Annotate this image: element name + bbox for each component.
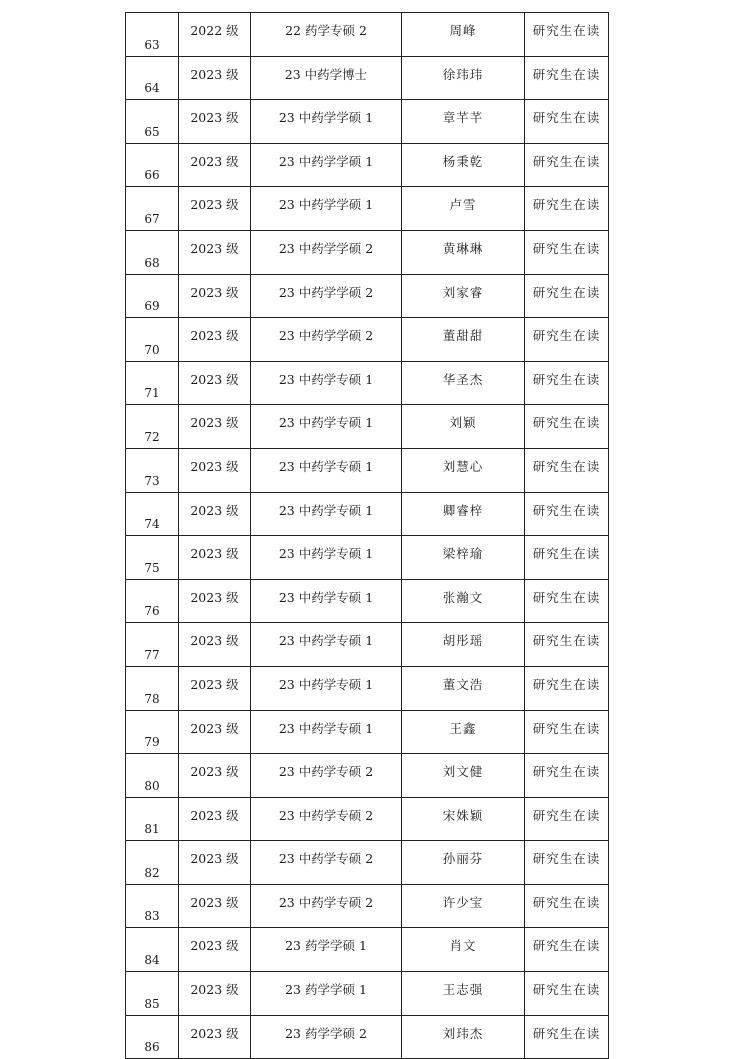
class-cell: 23 药学学硕 1	[251, 972, 402, 1016]
student-name-cell: 周峰	[402, 13, 525, 57]
table-row	[126, 230, 609, 274]
grade-cell: 2023 级	[179, 536, 251, 580]
class-cell: 23 中药学专硕 2	[251, 797, 402, 841]
grade-cell: 2023 级	[179, 187, 251, 231]
status-cell: 研究生在读	[525, 884, 609, 928]
student-name-cell: 华圣杰	[402, 361, 525, 405]
student-name-cell: 孙丽芬	[402, 841, 525, 885]
grade-cell: 2023 级	[179, 928, 251, 972]
class-cell: 23 中药学学硕 1	[251, 143, 402, 187]
student-name-cell: 董甜甜	[402, 318, 525, 362]
status-cell: 研究生在读	[525, 13, 609, 57]
status-cell: 研究生在读	[525, 318, 609, 362]
table-row	[126, 623, 609, 667]
table-row	[126, 1015, 609, 1059]
class-cell: 23 中药学学硕 2	[251, 230, 402, 274]
table-row	[126, 666, 609, 710]
student-name-cell: 肖文	[402, 928, 525, 972]
grade-cell: 2023 级	[179, 405, 251, 449]
row-number-cell: 65	[126, 100, 179, 144]
row-number-cell: 72	[126, 405, 179, 449]
grade-cell: 2023 级	[179, 318, 251, 362]
status-cell: 研究生在读	[525, 187, 609, 231]
row-number-cell: 78	[126, 666, 179, 710]
status-cell: 研究生在读	[525, 666, 609, 710]
class-cell: 23 中药学专硕 1	[251, 579, 402, 623]
row-number-cell: 86	[126, 1015, 179, 1059]
row-number-cell: 75	[126, 536, 179, 580]
class-cell: 23 中药学专硕 1	[251, 536, 402, 580]
grade-cell: 2022 级	[179, 13, 251, 57]
student-name-cell: 王鑫	[402, 710, 525, 754]
grade-cell: 2023 级	[179, 972, 251, 1016]
class-cell: 23 中药学专硕 2	[251, 841, 402, 885]
status-cell: 研究生在读	[525, 361, 609, 405]
student-name-cell: 刘颖	[402, 405, 525, 449]
row-number-cell: 69	[126, 274, 179, 318]
table-row	[126, 361, 609, 405]
class-cell: 23 中药学专硕 1	[251, 623, 402, 667]
status-cell: 研究生在读	[525, 536, 609, 580]
student-name-cell: 董文浩	[402, 666, 525, 710]
grade-cell: 2023 级	[179, 884, 251, 928]
table-row	[126, 928, 609, 972]
row-number-cell: 76	[126, 579, 179, 623]
row-number-cell: 84	[126, 928, 179, 972]
class-cell: 23 中药学专硕 1	[251, 710, 402, 754]
row-number-cell: 85	[126, 972, 179, 1016]
table-row	[126, 56, 609, 100]
grade-cell: 2023 级	[179, 579, 251, 623]
table-row	[126, 13, 609, 57]
table-row	[126, 100, 609, 144]
row-number-cell: 77	[126, 623, 179, 667]
grade-cell: 2023 级	[179, 1015, 251, 1059]
table-row	[126, 187, 609, 231]
table-row	[126, 274, 609, 318]
grade-cell: 2023 级	[179, 100, 251, 144]
row-number-cell: 83	[126, 884, 179, 928]
status-cell: 研究生在读	[525, 841, 609, 885]
grade-cell: 2023 级	[179, 710, 251, 754]
class-cell: 23 中药学学硕 1	[251, 187, 402, 231]
status-cell: 研究生在读	[525, 710, 609, 754]
status-cell: 研究生在读	[525, 274, 609, 318]
table-row	[126, 143, 609, 187]
row-number-cell: 73	[126, 448, 179, 492]
student-name-cell: 许少宝	[402, 884, 525, 928]
student-name-cell: 梁梓瑜	[402, 536, 525, 580]
table-row	[126, 579, 609, 623]
row-number-cell: 71	[126, 361, 179, 405]
class-cell: 23 药学学硕 1	[251, 928, 402, 972]
class-cell: 23 中药学专硕 1	[251, 361, 402, 405]
student-name-cell: 徐玮玮	[402, 56, 525, 100]
status-cell: 研究生在读	[525, 230, 609, 274]
table-body	[126, 13, 609, 1059]
student-name-cell: 宋姝颖	[402, 797, 525, 841]
status-cell: 研究生在读	[525, 1015, 609, 1059]
class-cell: 23 中药学学硕 2	[251, 274, 402, 318]
status-cell: 研究生在读	[525, 579, 609, 623]
status-cell: 研究生在读	[525, 623, 609, 667]
class-cell: 22 药学专硕 2	[251, 13, 402, 57]
student-name-cell: 卢雪	[402, 187, 525, 231]
student-table	[125, 12, 609, 1059]
row-number-cell: 82	[126, 841, 179, 885]
grade-cell: 2023 级	[179, 623, 251, 667]
student-name-cell: 刘家睿	[402, 274, 525, 318]
grade-cell: 2023 级	[179, 492, 251, 536]
status-cell: 研究生在读	[525, 492, 609, 536]
row-number-cell: 66	[126, 143, 179, 187]
table-row	[126, 754, 609, 798]
grade-cell: 2023 级	[179, 448, 251, 492]
class-cell: 23 中药学博士	[251, 56, 402, 100]
row-number-cell: 63	[126, 13, 179, 57]
status-cell: 研究生在读	[525, 928, 609, 972]
grade-cell: 2023 级	[179, 274, 251, 318]
status-cell: 研究生在读	[525, 143, 609, 187]
row-number-cell: 80	[126, 754, 179, 798]
row-number-cell: 64	[126, 56, 179, 100]
grade-cell: 2023 级	[179, 754, 251, 798]
class-cell: 23 中药学专硕 1	[251, 492, 402, 536]
row-number-cell: 67	[126, 187, 179, 231]
table-row	[126, 841, 609, 885]
student-name-cell: 胡彤瑶	[402, 623, 525, 667]
status-cell: 研究生在读	[525, 100, 609, 144]
grade-cell: 2023 级	[179, 797, 251, 841]
table-row	[126, 797, 609, 841]
table-row	[126, 492, 609, 536]
status-cell: 研究生在读	[525, 754, 609, 798]
table-row	[126, 318, 609, 362]
grade-cell: 2023 级	[179, 666, 251, 710]
class-cell: 23 中药学专硕 2	[251, 884, 402, 928]
table-row	[126, 448, 609, 492]
class-cell: 23 药学学硕 2	[251, 1015, 402, 1059]
row-number-cell: 74	[126, 492, 179, 536]
student-name-cell: 刘玮杰	[402, 1015, 525, 1059]
class-cell: 23 中药学学硕 2	[251, 318, 402, 362]
table-row	[126, 710, 609, 754]
table-row	[126, 972, 609, 1016]
grade-cell: 2023 级	[179, 361, 251, 405]
row-number-cell: 70	[126, 318, 179, 362]
class-cell: 23 中药学专硕 1	[251, 448, 402, 492]
grade-cell: 2023 级	[179, 841, 251, 885]
table-row	[126, 884, 609, 928]
table-row	[126, 405, 609, 449]
status-cell: 研究生在读	[525, 797, 609, 841]
student-name-cell: 杨秉乾	[402, 143, 525, 187]
student-name-cell: 黄琳琳	[402, 230, 525, 274]
status-cell: 研究生在读	[525, 56, 609, 100]
grade-cell: 2023 级	[179, 56, 251, 100]
grade-cell: 2023 级	[179, 143, 251, 187]
class-cell: 23 中药学学硕 1	[251, 100, 402, 144]
student-name-cell: 王志强	[402, 972, 525, 1016]
class-cell: 23 中药学专硕 1	[251, 405, 402, 449]
table-row	[126, 536, 609, 580]
class-cell: 23 中药学专硕 2	[251, 754, 402, 798]
status-cell: 研究生在读	[525, 448, 609, 492]
row-number-cell: 81	[126, 797, 179, 841]
student-name-cell: 刘慧心	[402, 448, 525, 492]
student-name-cell: 张瀚文	[402, 579, 525, 623]
student-name-cell: 刘文健	[402, 754, 525, 798]
status-cell: 研究生在读	[525, 972, 609, 1016]
status-cell: 研究生在读	[525, 405, 609, 449]
row-number-cell: 79	[126, 710, 179, 754]
student-name-cell: 章芊芊	[402, 100, 525, 144]
class-cell: 23 中药学专硕 1	[251, 666, 402, 710]
row-number-cell: 68	[126, 230, 179, 274]
student-name-cell: 卿睿梓	[402, 492, 525, 536]
grade-cell: 2023 级	[179, 230, 251, 274]
